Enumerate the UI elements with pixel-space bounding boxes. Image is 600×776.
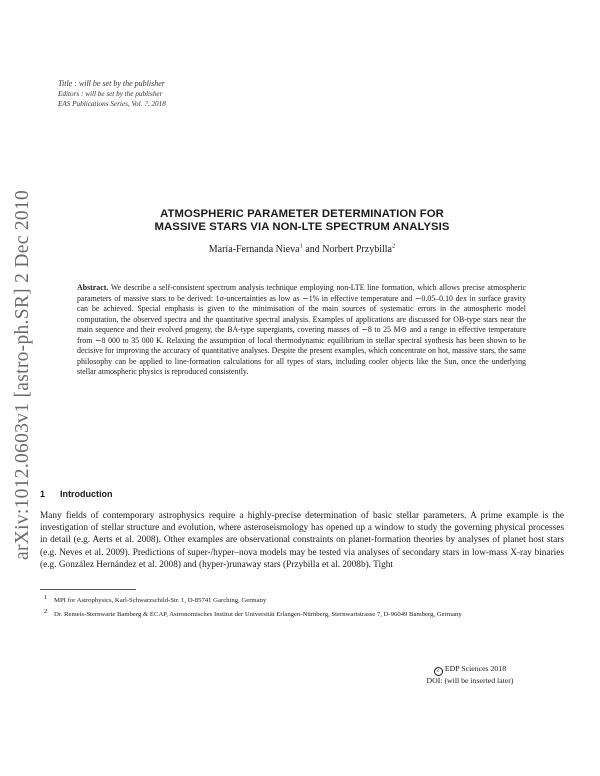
- header-series-line: EAS Publications Series, Vol. ?, 2018: [58, 100, 166, 108]
- introduction-paragraph: Many fields of contemporary astrophysics require a highly-precise determination of basic stellar parameters. A prime example is the investigation of stellar structure and evolution, where asteroseismology has opened up a window to study the governing physical processes in detail (e.g. Aerts et al. 2008). Other examples are observational constraints on planet-formation theories by analyses of planet host stars (e.g. Neves et al. 2009). Predictions of super-/hyper–nova models may be tested via analyses of secondary stars in low-mass X-ray binaries (e.g. González Hernández et al. 2008) and (hyper-)runaway stars (Przybilla et al. 2008b). Tight: [40, 511, 564, 570]
- copyright-icon: c: [434, 667, 443, 676]
- section-heading-introduction: [40, 489, 113, 499]
- abstract: [77, 283, 526, 378]
- paper-title-line-2: MASSIVE STARS VIA NON-LTE SPECTRUM ANALYSIS: [154, 221, 450, 233]
- abstract-text: We describe a self-consistent spectrum analysis technique employing non-LTE line formation, which allows precise atmospheric parameters of massive stars to be derived: 1σ-uncertainties as low as ∼1% in effective temperature and ∼0.05–0.10 dex in surface gravity can be achieved. Special emphasis is given to the minimisation of the main sources of systematic errors in the atmospheric model computation, the observed spectra and the quantitative spectral analysis. Examples of applications are discussed for OB-type stars near the main sequence and their evolved progeny, the BA-type supergiants, covering masses of ∼8 to 25 M⊙ and a range in effective temperature from ∼8 000 to 35 000 K. Relaxing the assumption of local thermodynamic equilibrium in stellar spectral synthesis has been shown to be decisive for improving the accuracy of quantitative analyses. Despite the present examples, which concentrate on hot, massive stars, the same philosophy can be applied to line-formation calculations for all types of stars, including cooler objects like the Sun, once the underlying stellar atmospheric physics is reproduced consistently.: [77, 283, 526, 377]
- author-separator: and: [302, 244, 323, 255]
- author-1-affiliation-mark: 1: [299, 242, 303, 250]
- section-number: 1: [40, 489, 46, 499]
- footnote-1-text: MPI for Astrophysics, Karl-Schwarzschild-Str. 1, D-85741 Garching, Germany: [54, 597, 267, 604]
- footnote-1: $^1$ MPI for Astrophysics, Karl-Schwarzschild-Str. 1, D-85741 Garching, Germany: [44, 593, 267, 604]
- copyright-line-1: [370, 664, 570, 676]
- footnote-divider: [40, 589, 136, 590]
- author-list: [60, 244, 544, 255]
- copyright-holder: EDP Sciences 2018: [444, 664, 507, 673]
- author-1-name: María-Fernanda Nieva: [208, 244, 300, 255]
- section-title: Introduction: [60, 489, 113, 499]
- footnote-2: $^2$ Dr. Remeis-Sternwarte Bamberg & ECAP, Astronomisches Institut der Universität Erlangen-Nürnberg, Sternwartstrasse 7, D-96049 Bamberg, Germany: [44, 607, 462, 618]
- author-2-affiliation-mark: 2: [391, 242, 396, 250]
- footnote-2-text: Dr. Remeis-Sternwarte Bamberg & ECAP, Astronomisches Institut der Universität Erlangen-Nürnberg, Sternwartstrasse 7, D-96049 Bamberg, Germany: [54, 611, 462, 618]
- header-title-line: Title : will be set by the publisher: [58, 79, 165, 88]
- arxiv-identifier-stamp: arXiv:1012.0603v1 [astro-ph.SR] 2 Dec 2010: [12, 189, 33, 560]
- header-editors-line: Editors : will be set by the publisher: [58, 90, 163, 98]
- author-2-name: Norbert Przybilla: [322, 244, 392, 255]
- copyright-notice: [370, 664, 570, 686]
- copyright-doi: DOI: (will be inserted later): [426, 676, 514, 685]
- paper-title: [60, 208, 544, 234]
- abstract-label: Abstract.: [77, 283, 109, 292]
- paper-title-line-1: ATMOSPHERIC PARAMETER DETERMINATION FOR: [160, 208, 444, 220]
